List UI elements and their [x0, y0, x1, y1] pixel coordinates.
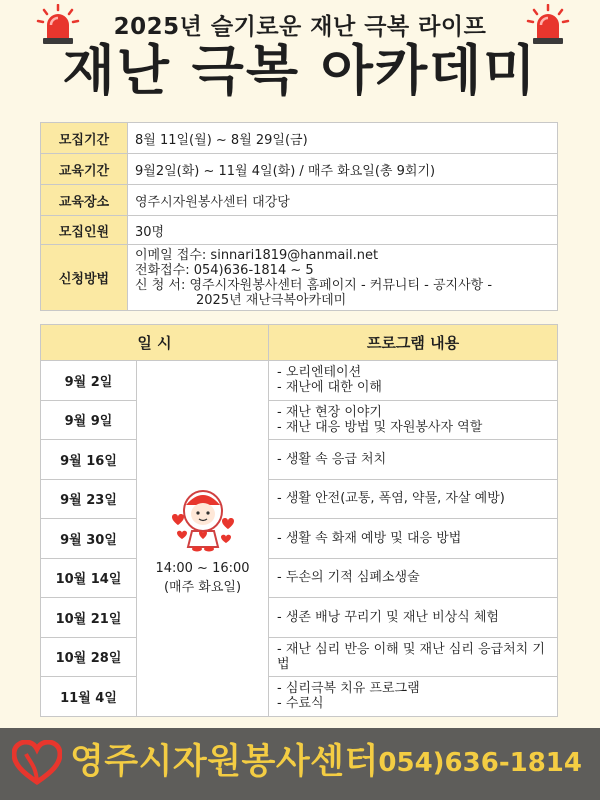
- apply-phone: 전화접수: 054)636-1814 ~ 5: [135, 262, 314, 278]
- table-row: [41, 479, 558, 519]
- schedule-date-header: 일 시: [41, 325, 269, 361]
- schedule-content: [269, 400, 558, 440]
- footer-bar: [0, 728, 600, 800]
- footer-org-name: 영주시자원봉사센터: [70, 742, 379, 782]
- footer-phone: 054)636-1814: [378, 748, 582, 778]
- schedule-date: 9월 16일: [41, 440, 137, 480]
- schedule-date: 10월 21일: [41, 598, 137, 638]
- schedule-date: 9월 30일: [41, 519, 137, 559]
- info-row-apply: [41, 245, 558, 311]
- schedule-date: 10월 14일: [41, 558, 137, 598]
- schedule-content: [269, 361, 558, 401]
- program-item: - 심리극복 치유 프로그램: [277, 681, 420, 697]
- apply-label: 신청방법: [41, 245, 128, 311]
- table-row: [41, 677, 558, 717]
- edu-period-label: 교육기간: [41, 154, 128, 185]
- table-row: [41, 598, 558, 638]
- program-item: - 두손의 기적 심폐소생술: [277, 570, 420, 586]
- poster-subtitle: 2025년 슬기로운 재난 극복 라이프: [113, 14, 487, 40]
- schedule-time-note: (매주 화요일): [163, 580, 242, 596]
- schedule-date: 10월 28일: [41, 637, 137, 677]
- program-item: - 재난 심리 반응 이해 및 재난 심리 응급처치 기법: [277, 641, 545, 672]
- schedule-content: [269, 598, 558, 638]
- capacity-value: 30명: [128, 216, 558, 245]
- table-row: [41, 361, 558, 401]
- schedule-content: [269, 677, 558, 717]
- recruit-period-value: 8월 11일(월) ~ 8월 29일(금): [128, 123, 558, 154]
- heart-logo-icon: [12, 740, 62, 786]
- schedule-time: 14:00 ~ 16:00: [155, 561, 250, 577]
- table-row: [41, 558, 558, 598]
- recruit-period-label: 모집기간: [41, 123, 128, 154]
- program-item: - 생활 속 화재 예방 및 대응 방법: [277, 530, 462, 546]
- schedule-date: 11월 4일: [41, 677, 137, 717]
- schedule-content: [269, 558, 558, 598]
- info-table: [40, 122, 558, 311]
- program-item: - 재난에 대한 이해: [277, 380, 382, 396]
- schedule-date: 9월 9일: [41, 400, 137, 440]
- mascot-icon: [170, 481, 236, 553]
- apply-form-cont: 2025년 재난극복아카데미: [196, 292, 347, 308]
- table-row: [41, 400, 558, 440]
- apply-email: 이메일 접수: sinnari1819@hanmail.net: [135, 247, 379, 263]
- info-row-edu-period: [41, 154, 558, 185]
- capacity-label: 모집인원: [41, 216, 128, 245]
- apply-value: [128, 245, 558, 311]
- program-item: - 오리엔테이션: [277, 365, 362, 381]
- schedule-table: [40, 324, 558, 717]
- schedule-content: [269, 440, 558, 480]
- program-item: - 재난 현장 이야기: [277, 404, 382, 420]
- location-value: 영주시자원봉사센터 대강당: [128, 185, 558, 216]
- program-item: - 생활 안전(교통, 폭염, 약물, 자살 예방): [277, 491, 505, 507]
- program-item: - 수료식: [277, 696, 324, 712]
- info-row-recruit-period: [41, 123, 558, 154]
- schedule-content-header: 프로그램 내용: [269, 325, 558, 361]
- location-label: 교육장소: [41, 185, 128, 216]
- poster-title: 재난 극복 아카데미: [62, 39, 538, 102]
- program-item: - 생존 배낭 꾸리기 및 재난 비상식 체험: [277, 609, 499, 625]
- table-row: [41, 637, 558, 677]
- program-item: - 생활 속 응급 처치: [277, 451, 387, 467]
- schedule-time-cell: [137, 361, 269, 717]
- program-item: - 재난 대응 방법 및 자원봉사자 역할: [277, 419, 483, 435]
- schedule-date: 9월 23일: [41, 479, 137, 519]
- schedule-content: [269, 479, 558, 519]
- info-row-capacity: [41, 216, 558, 245]
- schedule-date: 9월 2일: [41, 361, 137, 401]
- table-row: [41, 440, 558, 480]
- info-row-location: [41, 185, 558, 216]
- edu-period-value: 9월2일(화) ~ 11월 4일(화) / 매주 화요일(총 9회기): [128, 154, 558, 185]
- schedule-content: [269, 637, 558, 677]
- apply-form: 신 청 서: 영주시자원봉사센터 홈페이지 - 커뮤니티 - 공지사항 -: [135, 277, 493, 293]
- schedule-content: [269, 519, 558, 559]
- table-row: [41, 519, 558, 559]
